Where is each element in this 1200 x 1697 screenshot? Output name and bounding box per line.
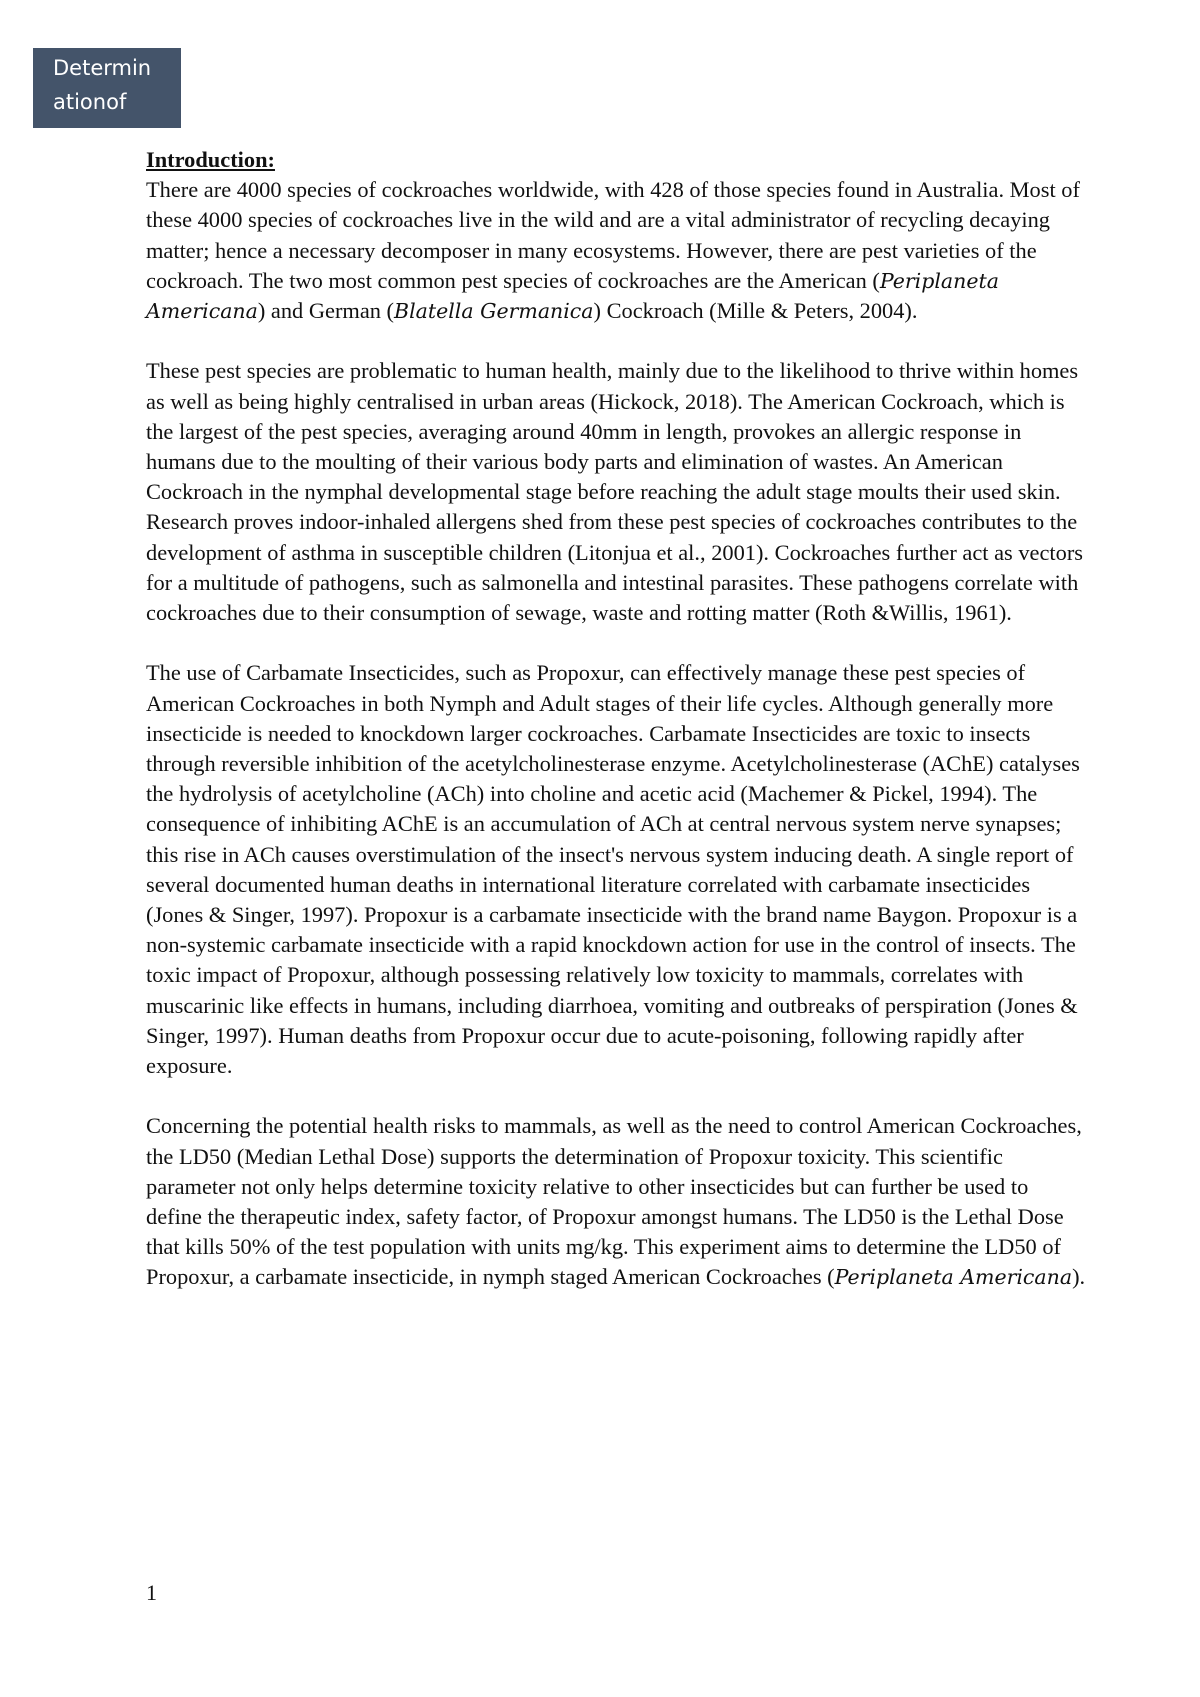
paragraph-4 bbox=[146, 1111, 1086, 1292]
paragraph-4-text-a: Concerning the potential health risks to mammals, as well as the need to control American Cockroaches, the LD50 (Median Lethal Dose) supports the determination of Propoxur toxicity. This scientific parameter not only helps determine toxicity relative to other insecticides but can further be used to define the therapeutic index, safety factor, of Propoxur amongst humans. The LD50 is the Lethal Dose that kills 50% of the test population with units mg/kg. This experiment aims to determine the LD50 of Propoxur, a carbamate insecticide, in nymph staged American Cockroaches ( bbox=[146, 1113, 1082, 1290]
page-number: 1 bbox=[146, 1580, 157, 1605]
paragraph-1-species-germanica: Blatella Germanica bbox=[394, 299, 594, 324]
paragraph-1-text-b: ) and German ( bbox=[257, 298, 395, 324]
paragraph-1-species-americana: Periplaneta Americana bbox=[146, 268, 999, 324]
paragraph-3: The use of Carbamate Insecticides, such as Propoxur, can effectively manage these pest species of American Cockroaches in both Nymph and Adult stages of their life cycles. Although generally more insecticide is needed to knockdown larger cockroaches. Carbamate Insecticides are toxic to insects through reversible inhibition of the acetylcholinesterase enzyme. Acetylcholinesterase (AChE) catalyses the hydrolysis of acetylcholine (ACh) into choline and acetic acid (Machemer & Pickel, 1994). The consequence of inhibiting AChE is an accumulation of ACh at central nervous system nerve synapses; this rise in ACh causes overstimulation of the insect's nervous system inducing death. A single report of several documented human deaths in international literature correlated with carbamate insecticides (Jones & Singer, 1997). Propoxur is a carbamate insecticide with the brand name Baygon. Propoxur is a non-systemic carbamate insecticide with a rapid knockdown action for use in the control of insects. The toxic impact of Propoxur, although possessing relatively low toxicity to mammals, correlates with muscarinic like effects in humans, including diarrhoea, vomiting and outbreaks of perspiration (Jones & Singer, 1997). Human deaths from Propoxur occur due to acute-poisoning, following rapidly after exposure. bbox=[146, 660, 1080, 1079]
document-title-box bbox=[33, 48, 181, 128]
paragraph-1-text-a: There are 4000 species of cockroaches worldwide, with 428 of those species found in Australia. Most of these 4000 species of cockroaches live in the wild and are a vital administrator of recycling decaying matter; hence a necessary decomposer in many ecosystems. However, there are pest varieties of the cockroach. The two most common pest species of cockroaches are the American ( bbox=[146, 177, 1080, 293]
title-line-1: Determin bbox=[53, 56, 152, 80]
document-body bbox=[146, 145, 1086, 1323]
title-line-2: ationof bbox=[53, 90, 127, 114]
paragraph-4-text-b: ). bbox=[1072, 1264, 1086, 1290]
paragraph-1 bbox=[146, 175, 1086, 326]
paragraph-4-species-americana: Periplaneta Americana bbox=[834, 1265, 1073, 1290]
paragraph-1-text-c: ) Cockroach (Mille & Peters, 2004). bbox=[593, 298, 918, 324]
section-heading: Introduction: bbox=[146, 147, 275, 172]
paragraph-2: These pest species are problematic to human health, mainly due to the likelihood to thrive within homes as well as being highly centralised in urban areas (Hickock, 2018). The American Cockroach, which is the largest of the pest species, averaging around 40mm in length, provokes an allergic response in humans due to the moulting of their various body parts and elimination of wastes. An American Cockroach in the nymphal developmental stage before reaching the adult stage moults their used skin. Research proves indoor-inhaled allergens shed from these pest species of cockroaches contributes to the development of asthma in susceptible children (Litonjua et al., 2001). Cockroaches further act as vectors for a multitude of pathogens, such as salmonella and intestinal parasites. These pathogens correlate with cockroaches due to their consumption of sewage, waste and rotting matter (Roth &Willis, 1961). bbox=[146, 358, 1083, 626]
